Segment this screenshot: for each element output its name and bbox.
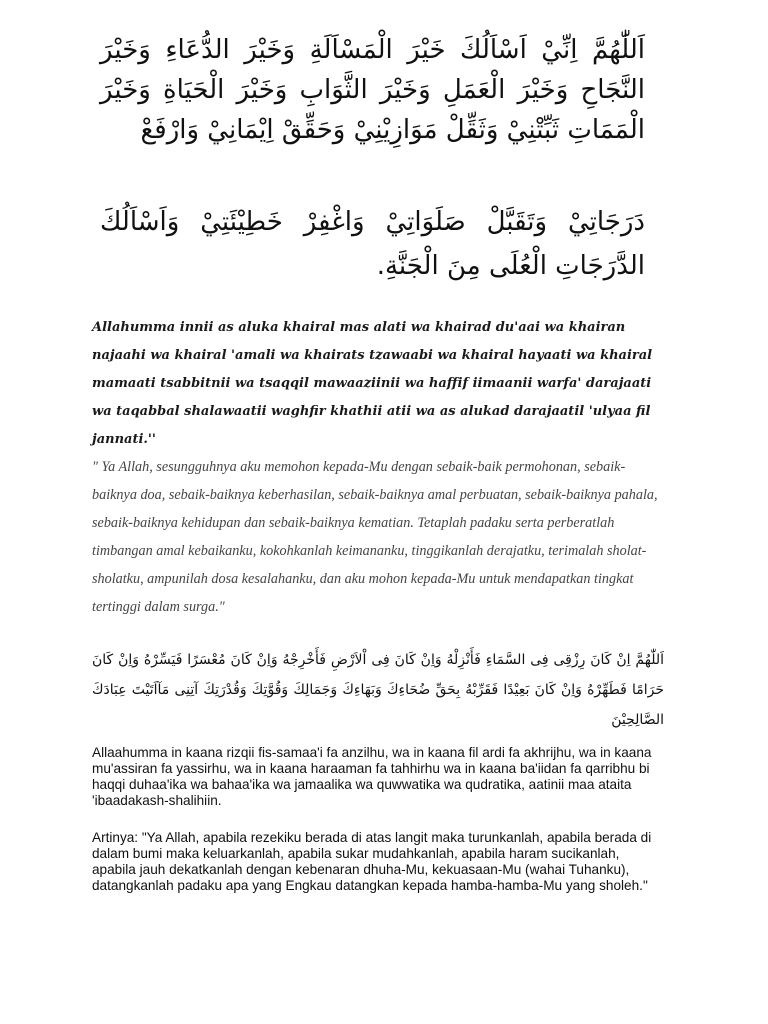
arabic-prayer-2-text: اَللّٰهُمَّ اِنْ كَانَ رِزْقِى فِى السَّمَاءِ فَأَنْزِلْهُ وَاِنْ كَانَ فِى اْلاَرْضِ فَأَخْرِجْهُ وَاِنْ كَانَ مُعْسَرًا فَيَسِّرْهُ وَاِنْ كَانَ حَرَامًا فَطَهِّرْهُ وَاِنْ كَانَ بَعِيْدًا فَقَرِّبْهُ بِحَقِّ ضُحَاءِكَ وَبَهَاءِكَ وَجَمَالِكَ وَقُوَّتِكَ وَقُدْرَتِكَ آتِنِى مَآاَتَيْتَ عِبَادَكَ الصَّالِحِيْنَ	[92, 652, 664, 728]
prayer-1-transliteration: Allahumma innii as aluka khairal mas alati wa khairad du'aai wa khairan najaahi wa khairal 'amali wa khairats tzawaabi wa khairal hayaati wa khairal mamaati tsabbitnii wa tsaqqil mawaaziinii wa haffif iimaanii warfa' darajaati wa taqabbal shalawaatii waghfir khathii atii wa as alukad darajaatil 'ulyaa fil jannati.''	[92, 320, 653, 447]
arabic-prayer-1-text: اَللّٰهُمَّ اِنِّيْ اَسْاَلُكَ خَيْرَ الْمَسْاَلَةِ وَخَيْرَ الدُّعَاءِ وَخَيْرَ النَّجَاحِ وَخَيْرَ الْعَمَلِ وَخَيْرَ الثَّوَابِ وَخَيْرَ الْحَيَاةِ وَخَيْرَ الْمَمَاتِ ثَبِّتْنِيْ وَثَقِّلْ مَوَازِيْنِيْ وَحَقِّقْ اِيْمَانِيْ وَارْفَعْ	[100, 35, 645, 145]
arabic-prayer-1-continuation: دَرَجَاتِيْ وَتَقَبَّلْ صَلَوَاتِيْ وَاغْفِرْ خَطِيْئَتِيْ وَاَسْاَلُكَ الدَّرَجَاتِ الْعُلَى مِنَ الْجَنَّةِ.	[100, 207, 645, 281]
prayer-2-translation: Artinya: "Ya Allah, apabila rezekiku berada di atas langit maka turunkanlah, apabila berada di dalam bumi maka keluarkanlah, apabila sukar mudahkanlah, apabila haram sucikanlah, apabila jauh dekatkanlah dengan kebenaran dhuha-Mu, kekuasaan-Mu (wahai Tuhanku), datangkanlah padaku apa yang Engkau datangkan kepada hamba-hamba-Mu yang sholeh."	[92, 830, 652, 893]
prayer-1-translation: " Ya Allah, sesungguhnya aku memohon kepada-Mu dengan sebaik-baik permohonan, sebaik-baiknya doa, sebaik-baiknya keberhasilan, sebaik-baiknya amal perbuatan, sebaik-baiknya pahala, sebaik-baiknya kehidupan dan sebaik-baiknya kematian. Tetaplah padaku serta perberatlah timbangan amal kebaikanku, kokohkanlah keimananku, tinggikanlah derajatku, terimalah sholat-sholatku, ampunilah dosa kesalahanku, dan aku mohon kepada-Mu untuk mendapatkan tingkat tertinggi dalam surga."	[92, 459, 658, 615]
prayer-2-transliteration: Allaahumma in kaana rizqii fis-samaa'i fa anzilhu, wa in kaana fil ardi fa akhrijhu, wa in kaana mu'assiran fa yassirhu, wa in kaana haraaman fa tahhirhu wa in kaana ba'iidan fa qarribhu bi haqqi duhaa'ika wa bahaa'ika wa jamaalika wa quwwatika wa qudratika, aatinii maa ataita 'ibaadakash-shalihiin.	[92, 745, 652, 808]
